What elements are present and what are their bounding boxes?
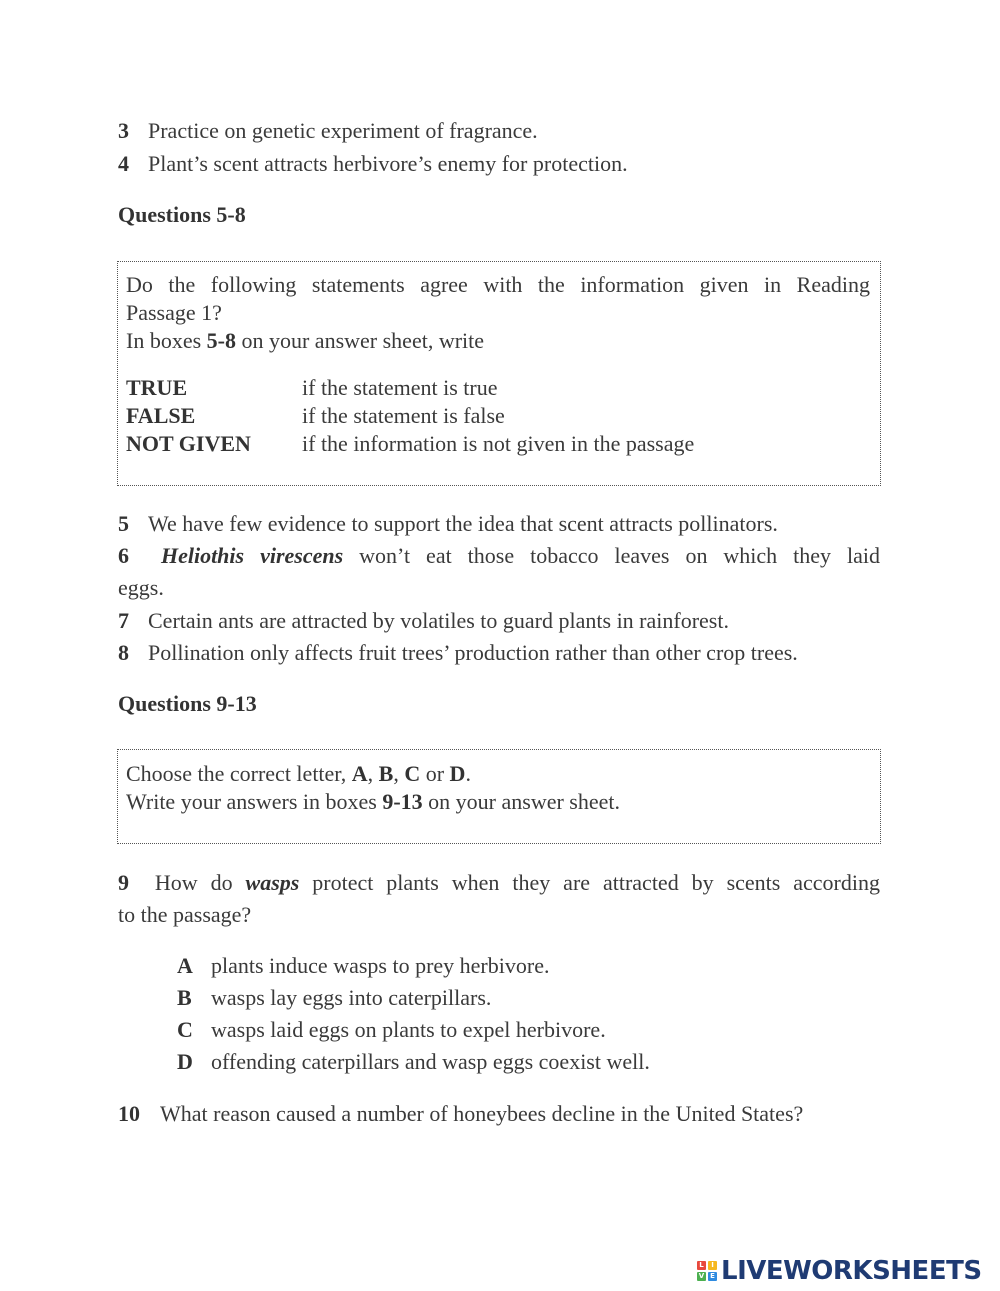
logo-block: L [697, 1261, 706, 1270]
keyword: wasps [245, 870, 300, 895]
list-item-3 [118, 118, 538, 144]
question-number: 7 [118, 608, 129, 633]
instruction-text: Write your answers in boxes [126, 789, 383, 814]
logo-blocks-icon [697, 1261, 717, 1281]
instruction-line [126, 789, 620, 815]
option-letter-a: A [177, 953, 193, 978]
question-number: 9 [118, 870, 129, 895]
question-9 [118, 870, 880, 896]
instruction-text: In boxes [126, 328, 207, 353]
question-7 [118, 608, 729, 634]
instruction-range: 9-13 [382, 789, 423, 814]
definition-term-not-given: NOT GIVEN [126, 431, 251, 456]
instruction-line: Passage 1? [126, 300, 222, 325]
section-heading-5-8: Questions 5-8 [118, 202, 246, 227]
option-letter-d: D [177, 1049, 193, 1074]
question-text: won’t eat those tobacco leaves on which they laid [343, 543, 881, 568]
section-heading-9-13: Questions 9-13 [118, 691, 257, 716]
instruction-line: Do the following statements agree with the information given in Reading [126, 272, 870, 297]
instruction-text: on your answer sheet, write [235, 328, 485, 353]
question-text: Pollination only affects fruit trees’ production rather than other crop trees. [148, 640, 798, 665]
question-text: We have few evidence to support the idea that scent attracts pollinators. [148, 511, 778, 536]
question-number: 10 [118, 1101, 140, 1126]
question-text: protect plants when they are attracted by scents according [299, 870, 880, 895]
option-text-b: wasps lay eggs into caterpillars. [211, 985, 492, 1010]
definition-meaning-false: if the statement is false [302, 403, 505, 428]
option-letter-c: C [177, 1017, 193, 1042]
instruction-range: 5-8 [206, 328, 236, 353]
option-letter-b: B [177, 985, 192, 1010]
letter-c: C [404, 761, 421, 786]
instruction-line [126, 761, 471, 787]
question-text: How do [154, 870, 246, 895]
question-text: What reason caused a number of honeybees decline in the United States? [160, 1101, 804, 1126]
option-text-d: offending caterpillars and wasp eggs coexist well. [211, 1049, 650, 1074]
question-5 [118, 511, 778, 537]
option-text-a: plants induce wasps to prey herbivore. [211, 953, 550, 978]
option-text-c: wasps laid eggs on plants to expel herbivore. [211, 1017, 606, 1042]
question-9-continued: to the passage? [118, 902, 252, 927]
instruction-text: Choose the correct letter, [126, 761, 352, 786]
question-number: 5 [118, 511, 129, 536]
logo-block: E [708, 1272, 717, 1281]
definition-meaning-true: if the statement is true [302, 375, 498, 400]
question-text: Certain ants are attracted by volatiles to guard plants in rainforest. [148, 608, 729, 633]
letter-a: A [351, 761, 368, 786]
definition-term-true: TRUE [126, 375, 188, 400]
question-8 [118, 640, 798, 666]
logo-text: LIVEWORKSHEETS [721, 1256, 982, 1286]
species-name: Heliothis virescens [160, 543, 344, 568]
item-number: 4 [118, 151, 129, 176]
separator: , [367, 761, 379, 786]
item-text: Plant’s scent attracts herbivore’s enemy for protection. [148, 151, 628, 176]
separator: , [393, 761, 405, 786]
instruction-line [126, 328, 484, 354]
question-6 [118, 543, 880, 569]
logo-block: V [698, 1272, 705, 1280]
letter-b: B [378, 761, 394, 786]
logo-block: I [708, 1261, 717, 1270]
definition-term-false: FALSE [126, 403, 196, 428]
instruction-text: on your answer sheet. [422, 789, 621, 814]
question-number: 8 [118, 640, 129, 665]
period: . [465, 761, 471, 786]
definition-meaning-not-given: if the information is not given in the passage [302, 431, 695, 456]
item-number: 3 [118, 118, 129, 143]
question-10 [118, 1101, 803, 1127]
question-6-continued: eggs. [118, 575, 164, 600]
separator: or [420, 761, 450, 786]
liveworksheets-logo [697, 1256, 982, 1286]
letter-d: D [449, 761, 466, 786]
item-text: Practice on genetic experiment of fragrance. [148, 118, 538, 143]
question-number: 6 [118, 543, 129, 568]
list-item-4 [118, 151, 628, 177]
